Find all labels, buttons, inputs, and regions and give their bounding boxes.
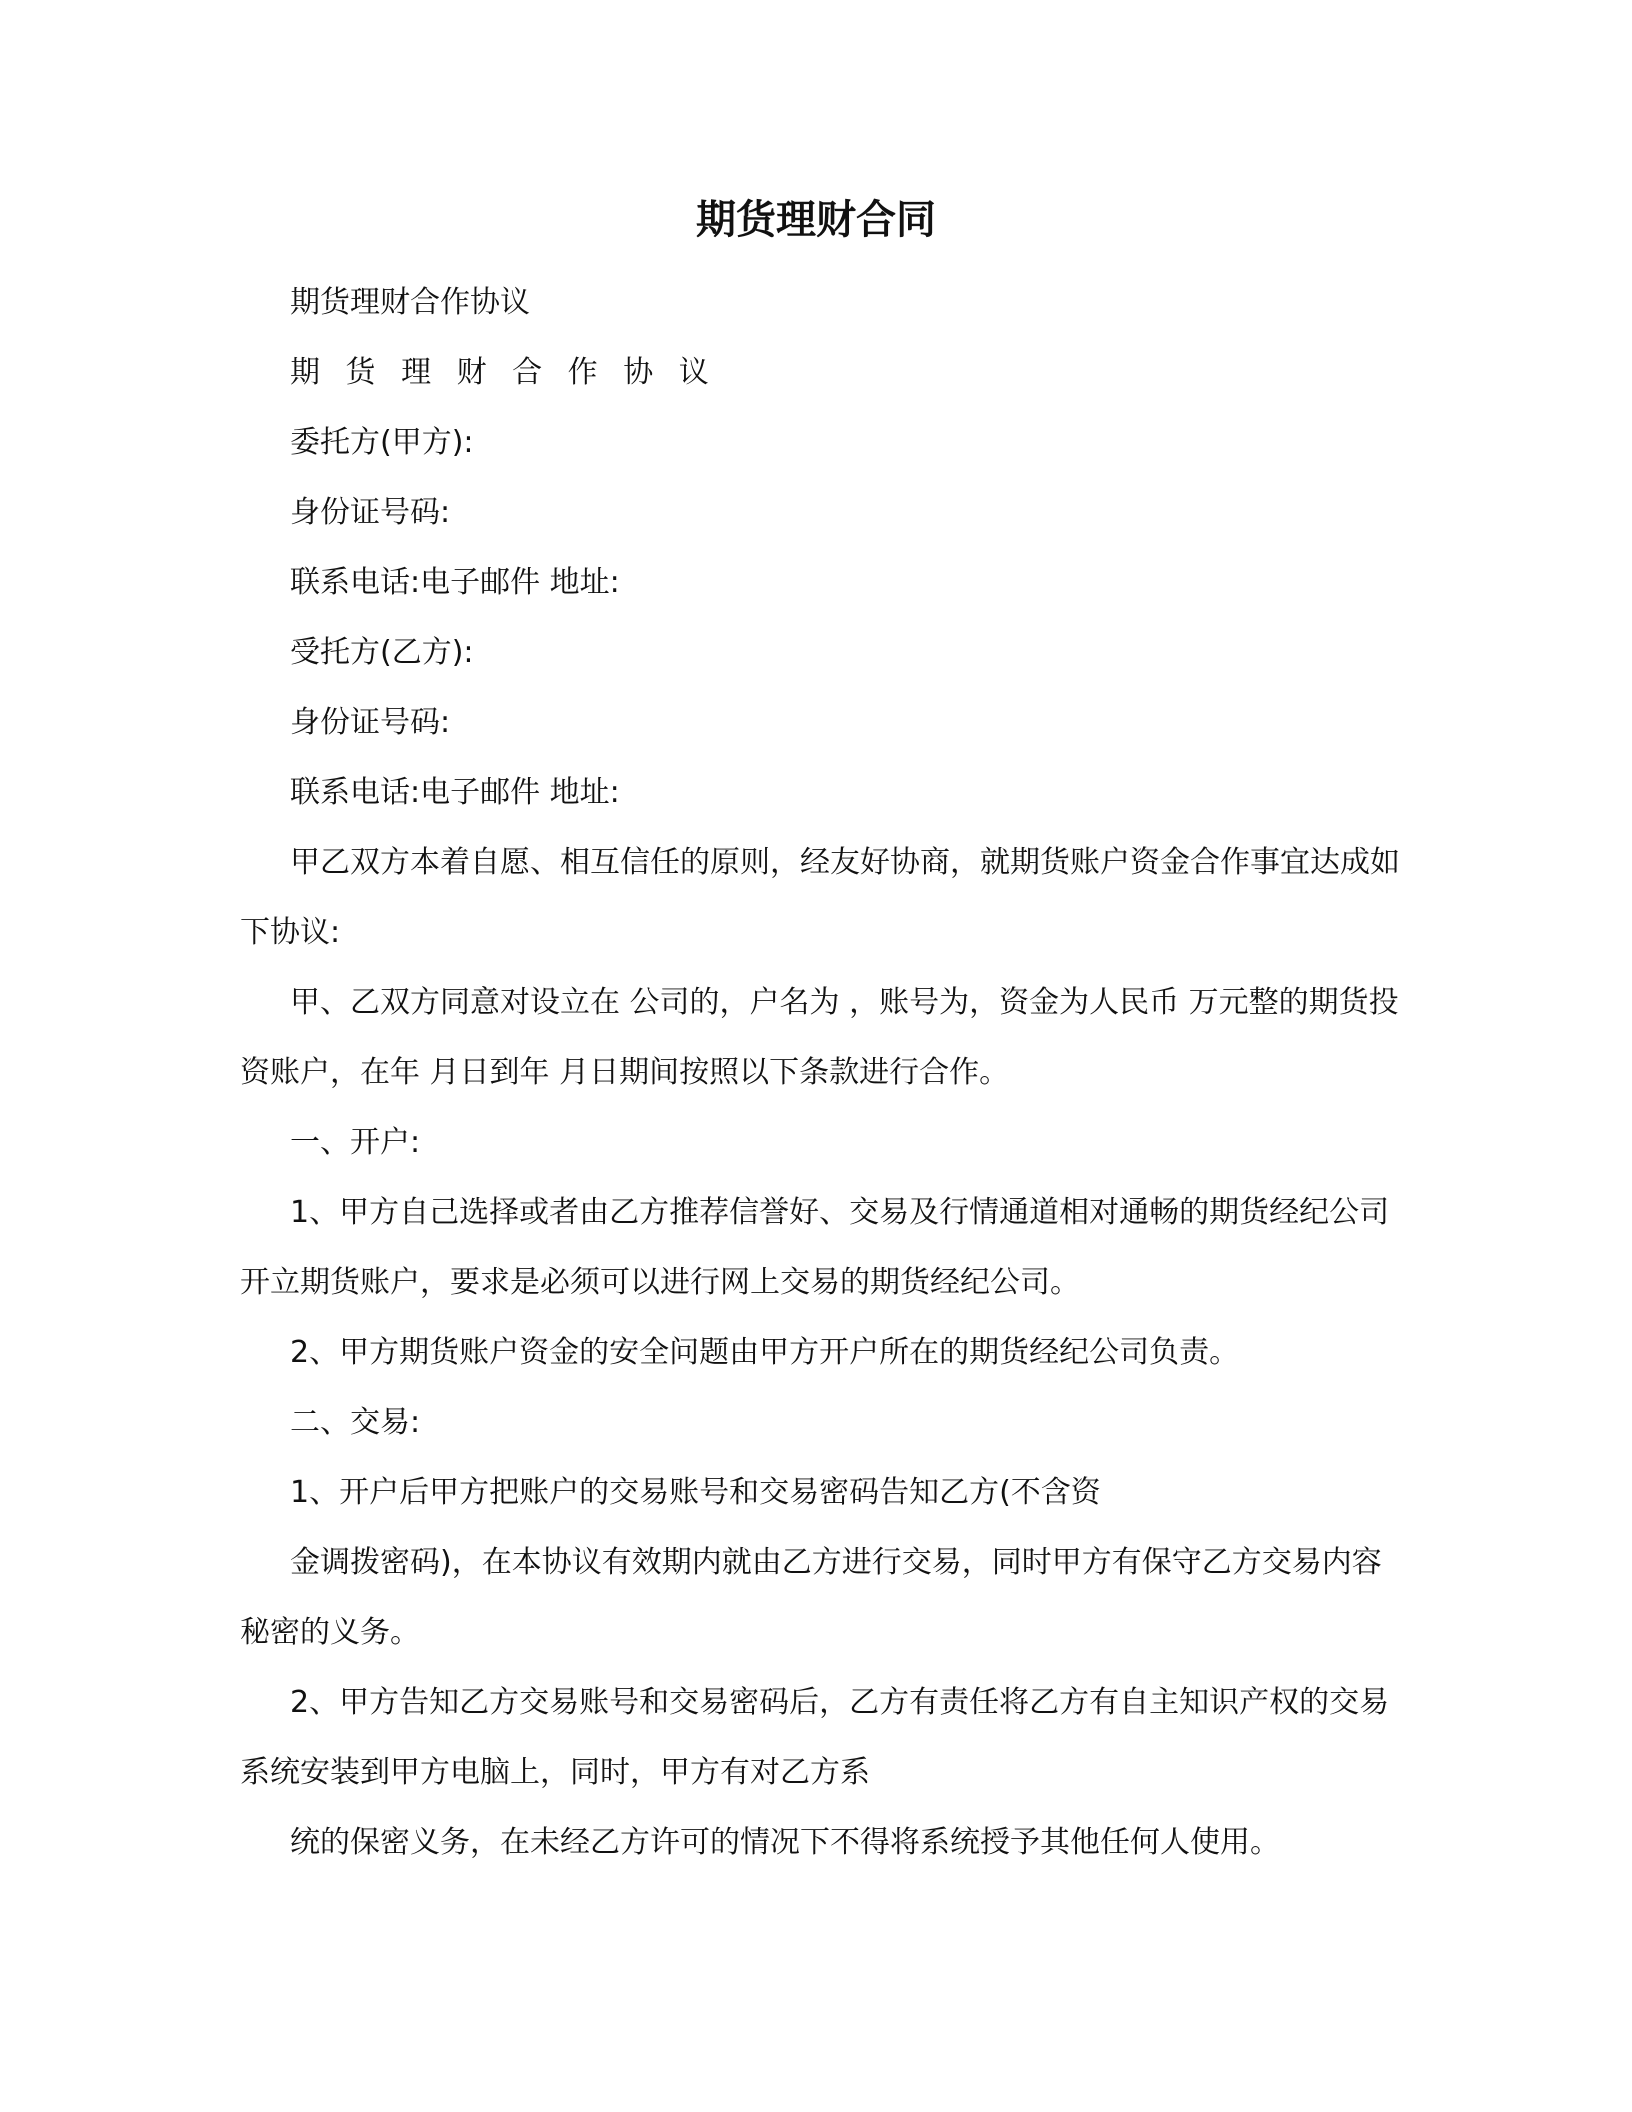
paragraph-party-b-contact: 联系电话:电子邮件 地址: <box>290 775 620 810</box>
paragraph-party-a-id: 身份证号码: <box>290 495 451 530</box>
clause-2-1-part-1: 1、开户后甲方把账户的交易账号和交易密码告知乙方(不含资 <box>290 1475 1101 1510</box>
paragraph-party-b: 受托方(乙方): <box>290 635 474 670</box>
paragraph-party-a: 委托方(甲方): <box>290 425 474 460</box>
clause-2-2-part-2: 统的保密义务，在未经乙方许可的情况下不得将系统授予其他任何人使用。 <box>290 1825 1280 1860</box>
paragraph-party-b-id: 身份证号码: <box>290 705 451 740</box>
paragraph-subtitle-spaced: 期 货 理 财 合 作 协 议 <box>290 355 717 390</box>
document-body <box>240 268 1400 1878</box>
paragraph-subtitle: 期货理财合作协议 <box>290 285 530 320</box>
clause-1-2: 2、甲方期货账户资金的安全问题由甲方开户所在的期货经纪公司负责。 <box>290 1335 1240 1370</box>
clause-1-1: 1、甲方自己选择或者由乙方推荐信誉好、交易及行情通道相对通畅的期货经纪公司开立期货账户，要求是必须可以进行网上交易的期货经纪公司。 <box>240 1195 1390 1300</box>
paragraph-account: 甲、乙双方同意对设立在 公司的，户名为 ，账号为，资金为人民币 万元整的期货投资账户，在年 月日到年 月日期间按照以下条款进行合作。 <box>240 985 1399 1090</box>
clause-2-1-part-2: 金调拨密码)，在本协议有效期内就由乙方进行交易，同时甲方有保守乙方交易内容秘密的义务。 <box>240 1545 1382 1650</box>
clause-2-2-part-1: 2、甲方告知乙方交易账号和交易密码后，乙方有责任将乙方有自主知识产权的交易系统安装到甲方电脑上，同时，甲方有对乙方系 <box>240 1685 1390 1790</box>
paragraph-party-a-contact: 联系电话:电子邮件 地址: <box>290 565 620 600</box>
document-title: 期货理财合同 <box>696 197 936 243</box>
section-heading-trading: 二、交易: <box>290 1405 421 1440</box>
section-heading-open-account: 一、开户: <box>290 1125 421 1160</box>
paragraph-preamble: 甲乙双方本着自愿、相互信任的原则，经友好协商，就期货账户资金合作事宜达成如下协议: <box>240 845 1400 950</box>
